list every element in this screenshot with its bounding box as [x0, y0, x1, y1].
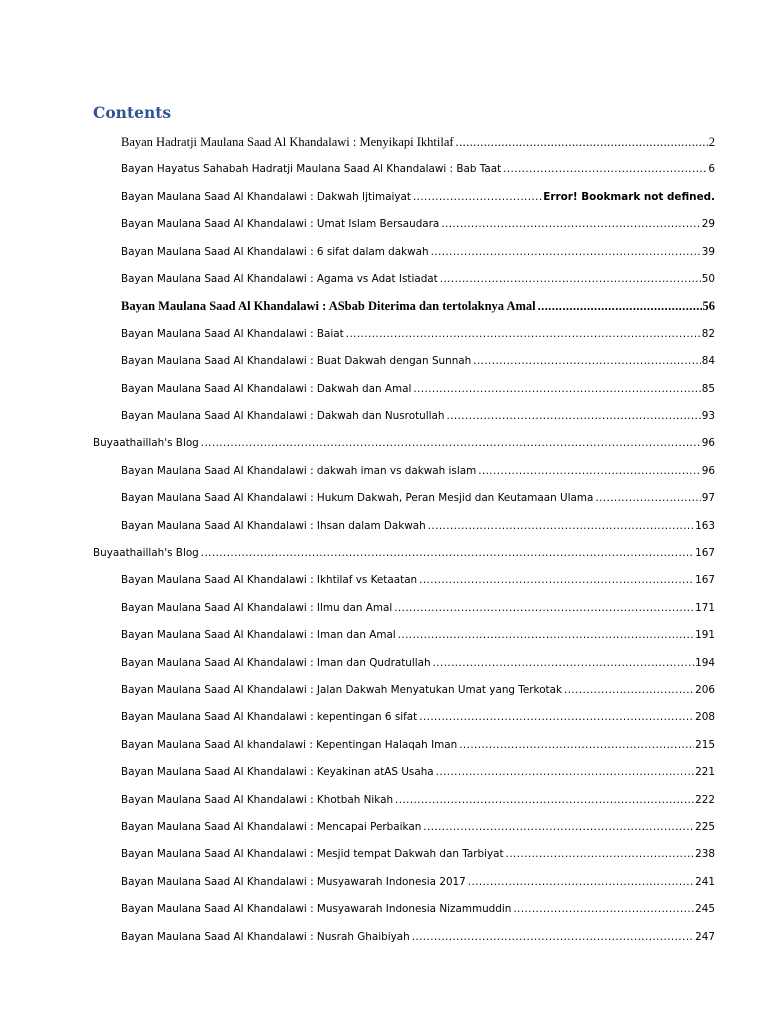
toc-entry-page-number: 238 [695, 848, 715, 861]
toc-entry-title: Bayan Maulana Saad Al Khandalawi : Agama vs Adat Istiadat [121, 273, 438, 285]
toc-entry-page-number: 221 [695, 766, 715, 779]
toc-dot-leader [201, 546, 694, 560]
toc-dot-leader [395, 793, 694, 807]
toc-dot-leader [456, 135, 708, 149]
toc-dot-leader [441, 217, 700, 231]
toc-entry-page-number: 208 [695, 711, 715, 724]
toc-entry-page-number: 194 [695, 656, 715, 669]
toc-entry[interactable] [121, 241, 715, 259]
toc-entry[interactable] [121, 843, 715, 861]
toc-dot-leader [446, 409, 700, 423]
toc-entry-page-number: 206 [695, 684, 715, 696]
toc-entry[interactable] [121, 706, 715, 724]
toc-dot-leader [436, 765, 695, 779]
toc-entry[interactable] [121, 515, 715, 533]
toc-dot-leader [538, 299, 702, 313]
toc-entry[interactable] [121, 378, 715, 396]
toc-dot-leader [419, 710, 694, 724]
toc-entry-page-number: 96 [701, 464, 715, 477]
toc-dot-leader [201, 436, 701, 450]
toc-entry-title: Bayan Maulana Saad Al Khandalawi : Khotbah Nikah [121, 793, 394, 806]
toc-entry-title: Bayan Maulana Saad Al Khandalawi : Mencapai Perbaikan [121, 821, 422, 833]
toc-entry[interactable] [121, 926, 715, 944]
toc-entry-page-number: 171 [695, 601, 715, 614]
toc-entry-title: Bayan Maulana Saad Al Khandalawi : Ihsan dalam Dakwah [121, 519, 426, 532]
toc-entry-page-number: 245 [695, 903, 715, 916]
toc-entry-page-number: 191 [695, 629, 715, 642]
toc-entry[interactable] [121, 816, 715, 834]
toc-entry[interactable] [121, 268, 715, 286]
toc-entry[interactable] [121, 679, 715, 697]
toc-entry[interactable] [121, 186, 715, 204]
toc-entry-page-number: 97 [701, 492, 715, 505]
toc-entry[interactable] [121, 652, 715, 670]
toc-dot-leader [398, 628, 694, 642]
toc-entry-title: Bayan Hadratji Maulana Saad Al Khandalawi : Menyikapi Ikhtilaf [121, 135, 454, 149]
toc-entry-title: Bayan Maulana Saad Al Khandalawi : Dakwah dan Amal [121, 382, 412, 395]
toc-entry-title: Bayan Maulana Saad Al Khandalawi : kepentingan 6 sifat [121, 711, 418, 724]
toc-heading: Contents [93, 103, 172, 122]
toc-entry[interactable] [121, 131, 715, 149]
toc-entry-page-number: 247 [695, 930, 715, 943]
toc-entry-title: Bayan Maulana Saad Al Khandalawi : Jalan Dakwah Menyatukan Umat yang Terkotak [121, 684, 563, 696]
toc-dot-leader [595, 491, 700, 505]
toc-entry[interactable] [121, 487, 715, 505]
toc-entry-title: Bayan Maulana Saad Al Khandalawi : Umat Islam Bersaudara [121, 218, 440, 231]
toc-entry-title: Bayan Maulana Saad Al Khandalawi : Keyakinan atAS Usaha [121, 766, 434, 779]
toc-entry-page-number: 225 [695, 821, 715, 833]
toc-entry-page-number: 167 [695, 574, 715, 587]
toc-entry-page-number: Error! Bookmark not defined. [543, 190, 715, 203]
toc-dot-leader [394, 601, 694, 615]
toc-entry[interactable] [93, 542, 715, 560]
toc-dot-leader [513, 902, 694, 916]
toc-entry-title: Bayan Maulana Saad Al Khandalawi : Ilmu dan Amal [121, 601, 393, 614]
toc-entry[interactable] [121, 624, 715, 642]
toc-entry-page-number: 50 [701, 273, 715, 285]
toc-entry[interactable] [121, 405, 715, 423]
toc-entry[interactable] [121, 789, 715, 807]
toc-dot-leader [413, 382, 700, 396]
toc-entry-page-number: 29 [701, 218, 715, 231]
toc-entry-page-number: 56 [702, 299, 715, 314]
toc-entry-page-number: 39 [701, 245, 715, 258]
toc-dot-leader [423, 820, 694, 834]
toc-dot-leader [431, 245, 701, 259]
toc-dot-leader [459, 738, 694, 752]
toc-entry-title: Bayan Hayatus Sahabah Hadratji Maulana Saad Al Khandalawi : Bab Taat [121, 163, 502, 176]
toc-dot-leader [478, 464, 701, 478]
toc-dot-leader [564, 683, 694, 697]
toc-entry-page-number: 222 [695, 793, 715, 806]
toc-entry[interactable] [121, 213, 715, 231]
toc-entry[interactable] [121, 158, 715, 176]
toc-entry-title: Bayan Maulana Saad Al Khandalawi : Ikhtilaf vs Ketaatan [121, 574, 418, 587]
toc-entry[interactable] [121, 898, 715, 916]
toc-entry[interactable] [121, 460, 715, 478]
toc-entry-title: Bayan Maulana Saad Al Khandalawi : Nusrah Ghaibiyah [121, 930, 410, 943]
toc-entry-title: Bayan Maulana Saad Al Khandalawi : Hukum Dakwah, Peran Mesjid dan Keutamaan Ulama [121, 492, 594, 505]
toc-entry-title: Bayan Maulana Saad Al Khandalawi : Buat Dakwah dengan Sunnah [121, 355, 472, 368]
toc-dot-leader [506, 847, 695, 861]
toc-entry-title: Bayan Maulana Saad Al khandalawi : Kepentingan Halaqah Iman [121, 738, 458, 751]
toc-entry-page-number: 167 [695, 547, 715, 559]
toc-dot-leader [440, 272, 701, 286]
toc-entry-title: Bayan Maulana Saad Al Khandalawi : dakwah iman vs dakwah islam [121, 464, 477, 477]
toc-dot-leader [473, 354, 701, 368]
toc-dot-leader [412, 930, 694, 944]
toc-dot-leader [428, 519, 694, 533]
toc-entry[interactable] [93, 432, 715, 450]
toc-entry-page-number: 6 [708, 163, 715, 176]
toc-entry-page-number: 82 [701, 327, 715, 340]
toc-entry[interactable] [121, 569, 715, 587]
toc-entry-title: Bayan Maulana Saad Al Khandalawi : Dakwah Ijtimaiyat [121, 190, 411, 203]
toc-entry-title: Bayan Maulana Saad Al Khandalawi : Iman dan Amal [121, 629, 396, 642]
toc-entry-title: Bayan Maulana Saad Al Khandalawi : ASbab Diterima dan tertolaknya Amal [121, 299, 536, 314]
toc-entry-title: Bayan Maulana Saad Al Khandalawi : Musyawarah Indonesia Nizammuddin [121, 903, 512, 916]
toc-entry-title: Bayan Maulana Saad Al Khandalawi : Musyawarah Indonesia 2017 [121, 875, 466, 888]
toc-dot-leader [419, 573, 694, 587]
toc-dot-leader [413, 190, 542, 204]
toc-entry[interactable] [121, 295, 715, 313]
toc-entry[interactable] [121, 734, 715, 752]
toc-entry-title: Bayan Maulana Saad Al Khandalawi : 6 sifat dalam dakwah [121, 245, 429, 258]
toc-entry-title: Bayan Maulana Saad Al Khandalawi : Mesjid tempat Dakwah dan Tarbiyat [121, 848, 504, 861]
toc-dot-leader [503, 162, 707, 176]
toc-dot-leader [433, 656, 695, 670]
toc-entry-page-number: 84 [701, 355, 715, 368]
toc-entry-title: Bayan Maulana Saad Al Khandalawi : Iman dan Qudratullah [121, 656, 431, 669]
toc-entry-page-number: 241 [695, 875, 715, 888]
toc-entry[interactable] [121, 350, 715, 368]
toc-dot-leader [468, 875, 694, 889]
toc-entry-page-number: 85 [701, 382, 715, 395]
toc-entry-title: Buyaathaillah's Blog [93, 437, 199, 450]
toc-entry[interactable] [121, 871, 715, 889]
toc-entry-title: Bayan Maulana Saad Al Khandalawi : Dakwah dan Nusrotullah [121, 410, 445, 422]
toc-entry[interactable] [121, 323, 715, 341]
toc-entry[interactable] [121, 597, 715, 615]
toc-entry-page-number: 215 [695, 738, 715, 751]
toc-entry-page-number: 93 [701, 410, 715, 422]
toc-entry-page-number: 2 [708, 135, 715, 149]
toc-entry-title: Bayan Maulana Saad Al Khandalawi : Baiat [121, 327, 344, 340]
toc-dot-leader [346, 327, 701, 341]
toc-entry-title: Buyaathaillah's Blog [93, 547, 199, 559]
toc-entry-page-number: 163 [695, 519, 715, 532]
toc-entry-page-number: 96 [701, 437, 715, 450]
toc-entry[interactable] [121, 761, 715, 779]
